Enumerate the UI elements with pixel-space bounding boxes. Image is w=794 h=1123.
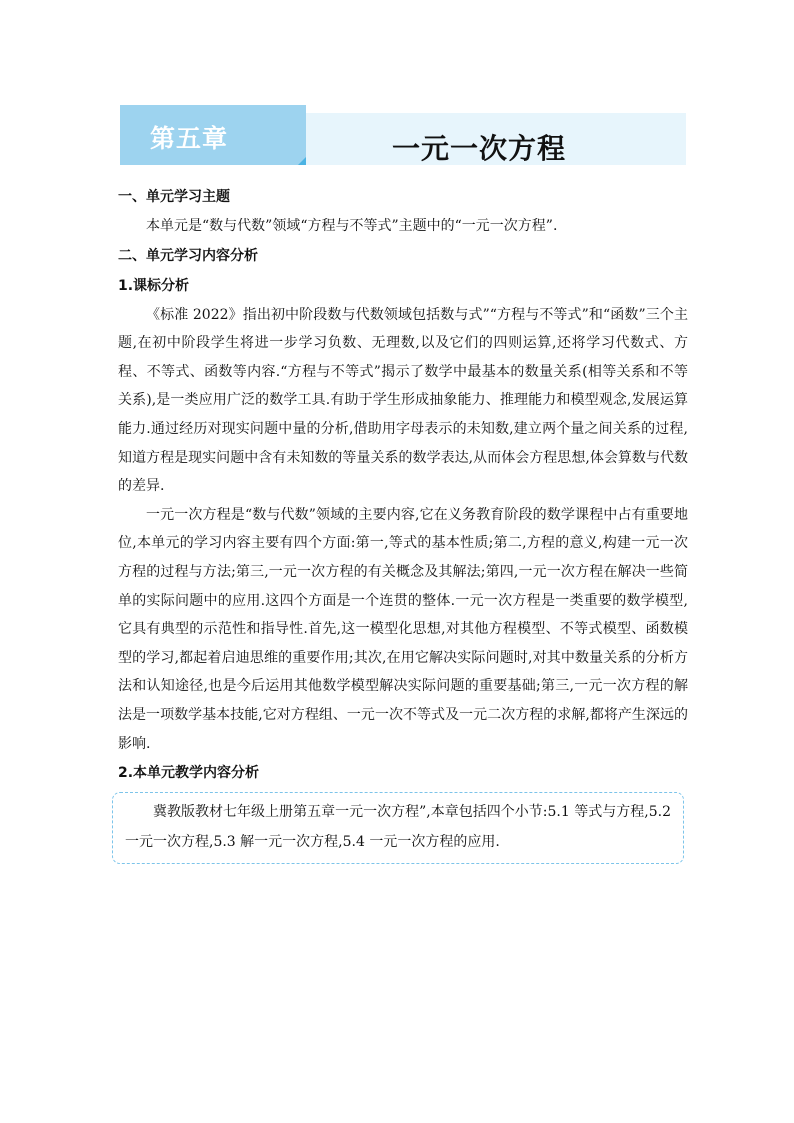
chapter-badge (120, 105, 306, 165)
chapter-header (120, 105, 686, 165)
content-box (112, 792, 684, 864)
paragraph: 本单元是“数与代数”领域“方程与不等式”主题中的“一元一次方程”. (146, 218, 558, 234)
page-content (118, 182, 688, 864)
subsection-heading: 1.课标分析 (118, 277, 190, 294)
box-paragraph: 冀教版教材七年级上册第五章一元一次方程”,本章包括四个小节:5.1 等式与方程,5.2 一元一次方程,5.3 解一元一次方程,5.4 一元一次方程的应用. (125, 804, 671, 851)
chapter-label: 第五章 (150, 124, 229, 153)
section-heading: 二、单元学习内容分析 (118, 247, 258, 264)
section-heading: 一、单元学习主题 (118, 189, 230, 205)
subsection-heading: 2.本单元教学内容分析 (118, 765, 260, 782)
paragraph: 《标准 2022》指出初中阶段数与代数领域包括数与式”“方程与不等式”和“函数”三个主题,在初中阶段学生将进一步学习负数、无理数,以及它们的四则运算,还将学习代数式、方程、不等式、函数等内容.“方程与不等式”揭示了数学中最基本的数量关系(相等关系和不等关系),是一类应用广泛的数学工具.有助于学生形成抽象能力、推理能力和模型观念,发展运算能力.通过经历对现实问题中量的分析,借助用字母表示的未知数,建立两个量之间关系的过程,知道方程是现实问题中含有未知数的等量关系的数学表达,从而体会方程思想,体会算数与代数的差异. (118, 306, 688, 495)
paragraph: 一元一次方程是“数与代数”领域的主要内容,它在义务教育阶段的数学课程中占有重要地位,本单元的学习内容主要有四个方面:第一,等式的基本性质;第二,方程的意义,构建一元一次方程的过程与方法;第三,一元一次方程的有关概念及其解法;第四,一元一次方程在解决一些简单的实际问题中的应用.这四个方面是一个连贯的整体.一元一次方程是一类重要的数学模型,它具有典型的示范性和指导性.首先,这一模型化思想,对其他方程模型、不等式模型、函数模型的学习,都起着启迪思维的重要作用;其次,在用它解决实际问题时,对其中数量关系的分析方法和认知途径,也是今后运用其他数学模型解决实际问题的重要基础;第三,一元一次方程的解法是一项数学基本技能,它对方程组、一元一次不等式及一元二次方程的求解,都将产生深远的影响. (118, 506, 688, 752)
chapter-title: 一元一次方程 (392, 132, 567, 165)
